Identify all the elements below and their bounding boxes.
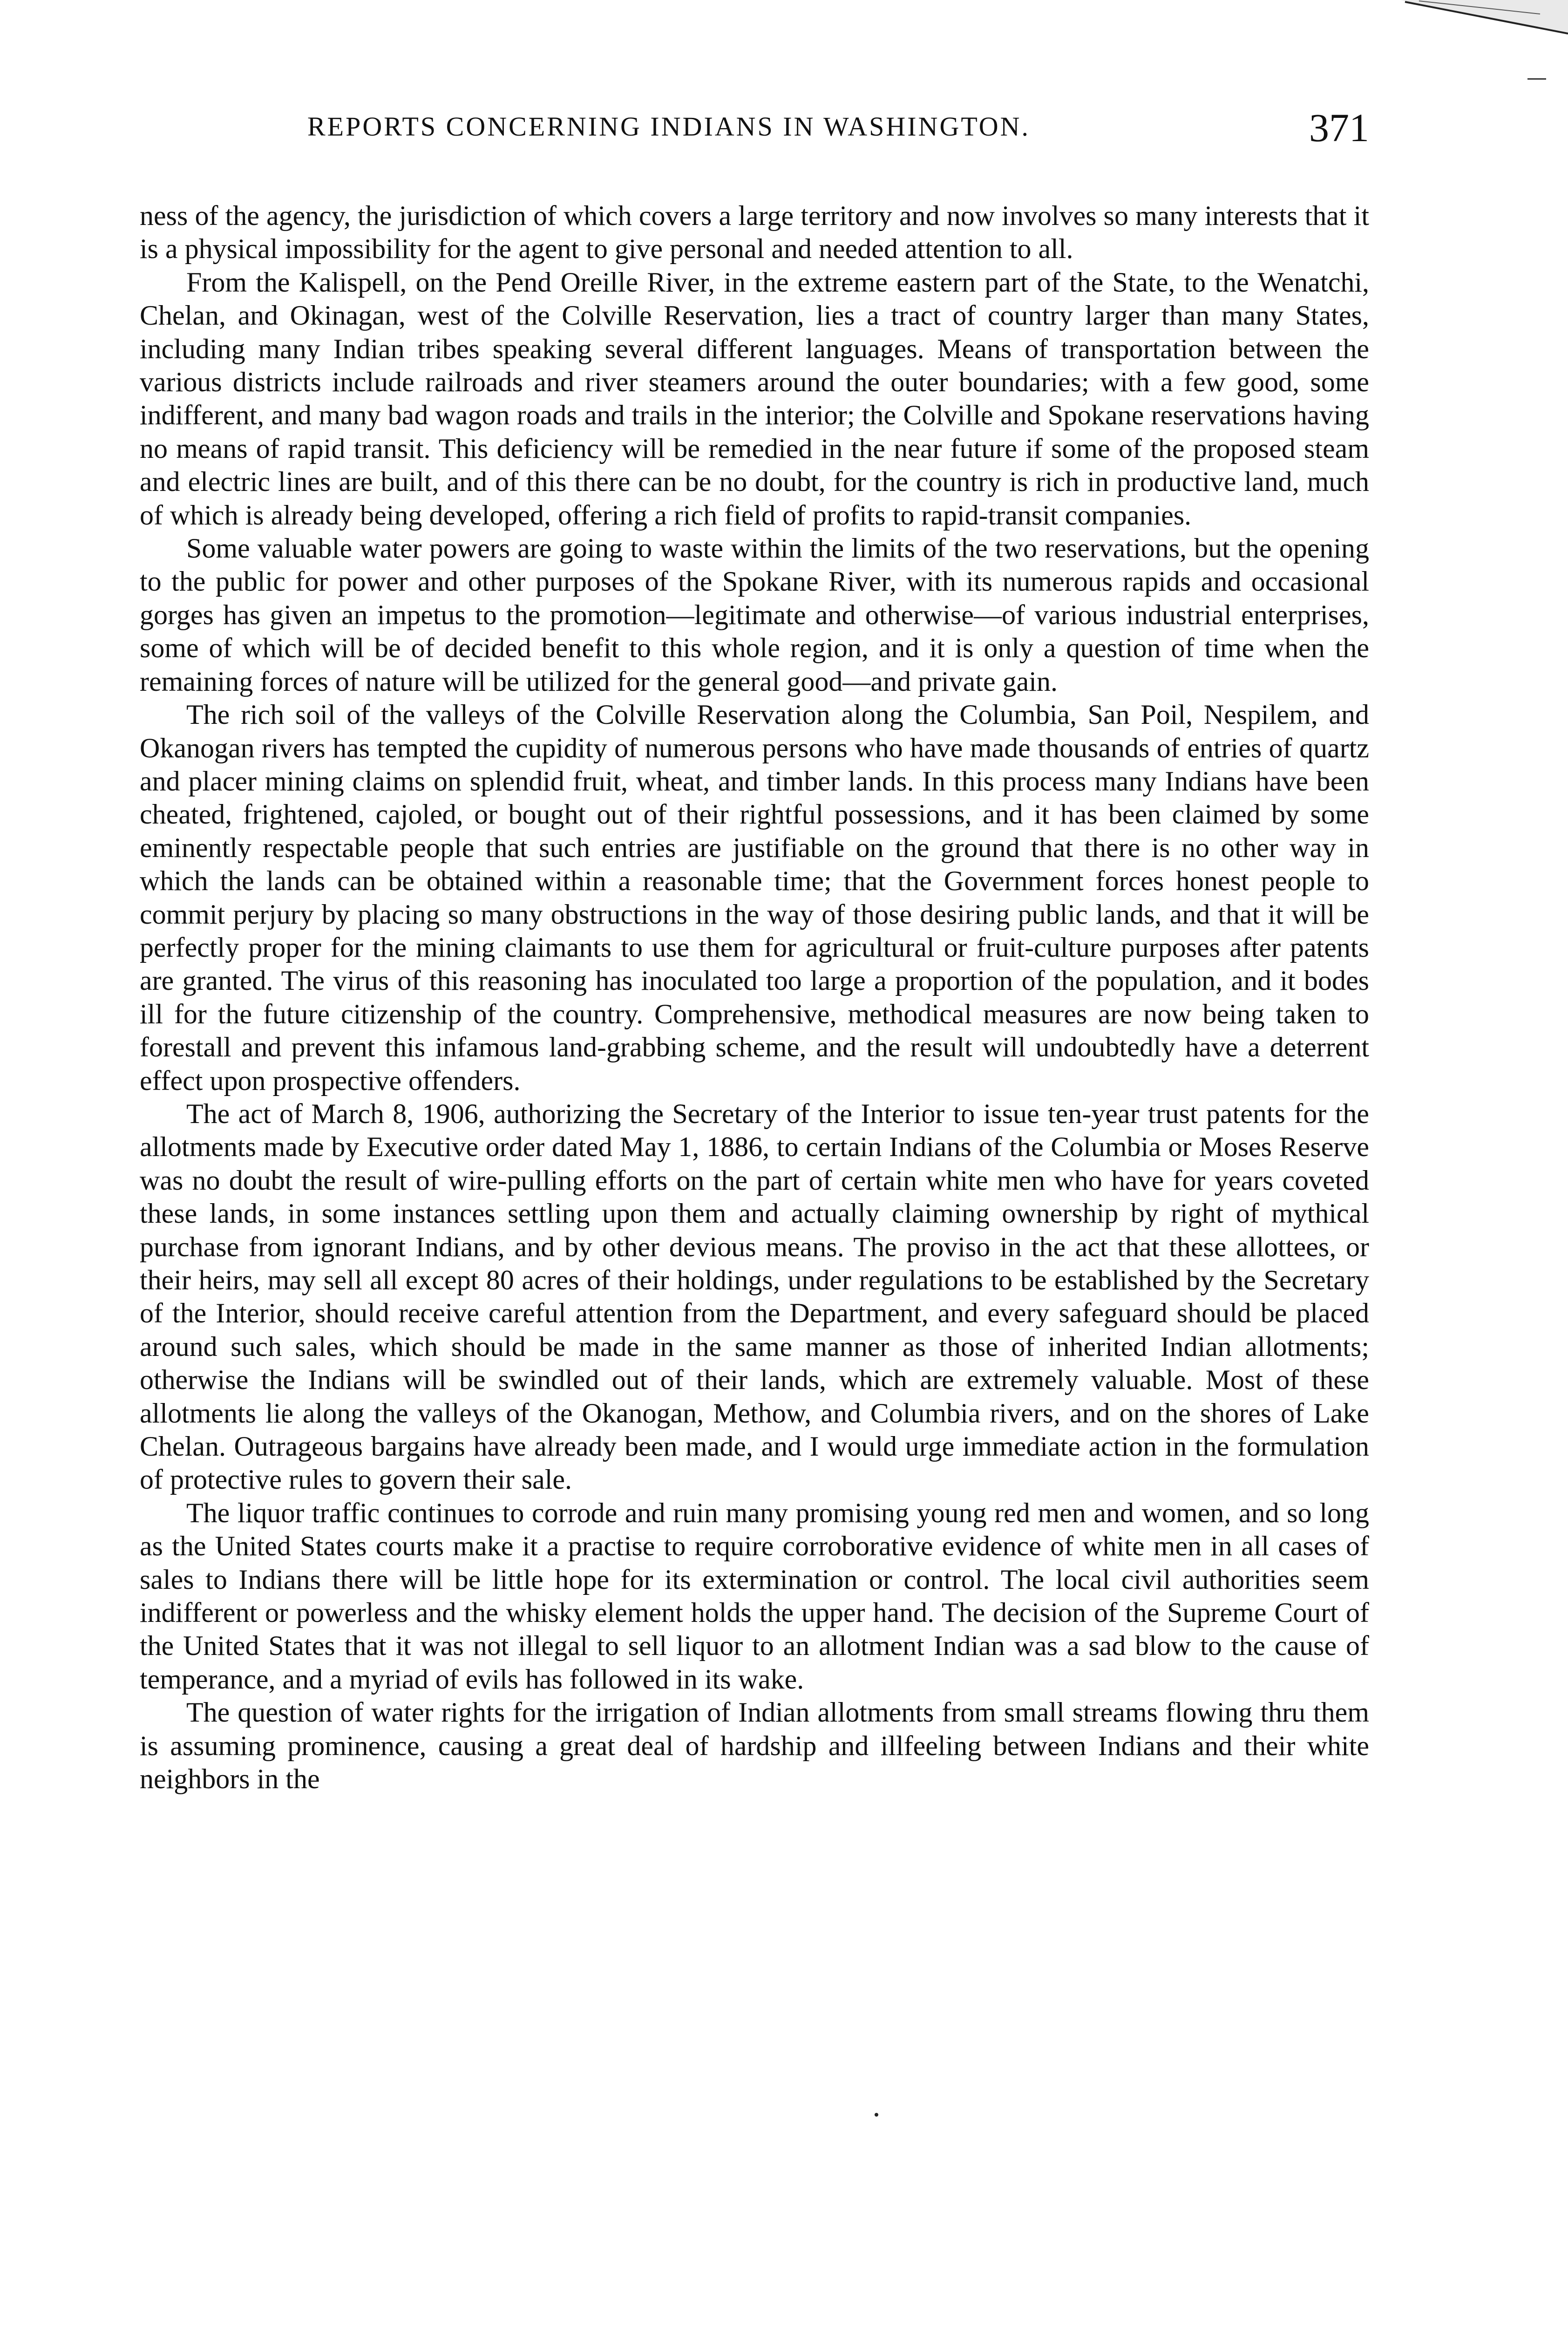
paragraph-water-powers: Some valuable water powers are going to waste within the limits of the two reservations, but the opening to the public for power and other purposes of the Spokane River, with its numerous rapids and occasional gorges has given an impetus to the promotion—legitimate and otherwise—of various industrial enterprises, some of which will be of decided benefit to this whole region, and it is only a question of time when the remaining forces of nature will be utilized for the general good—and private gain. <box>140 533 1369 697</box>
paragraph-act-of-1906: The act of March 8, 1906, authorizing the Secretary of the Interior to issue ten-year trust patents for the allotments made by Executive order dated May 1, 1886, to certain Indians of the Columbia or Moses Reserve was no doubt the result of wire-pulling efforts on the part of certain white men who have for years coveted these lands, in some instances settling upon them and actually claiming ownership by right of mythical purchase from ignorant Indians, and by other devious means. The proviso in the act that these allottees, or their heirs, may sell all except 80 acres of their holdings, under regulations to be established by the Secretary of the Interior, should receive careful attention from the Department, and every safeguard should be placed around such sales, which should be made in the same manner as those of inherited Indian allotments; otherwise the Indians will be swindled out of their lands, which are extremely valuable. Most of these allotments lie along the valleys of the Okanogan, Methow, and Columbia rivers, and on the shores of Lake Chelan. Outrageous bargains have already been made, and I would urge immediate action in the formulation of protective rules to govern their sale. <box>140 1098 1369 1495</box>
paragraph-liquor-traffic: The liquor traffic continues to corrode and ruin many promising young red men and women, and so long as the United States courts make it a practise to require corroborative evidence of white men in all cases of sales to Indians there will be little hope for its extermination or control. The local civil authorities seem indifferent or powerless and the whisky element holds the upper hand. The decision of the Supreme Court of the United States that it was not illegal to sell liquor to an allotment Indian was a sad blow to the cause of temperance, and a myriad of evils has followed in its wake. <box>140 1497 1369 1695</box>
running-head: REPORTS CONCERNING INDIANS IN WASHINGTON. <box>307 111 1031 142</box>
scan-speck <box>875 2113 878 2117</box>
page-number: 371 <box>1309 105 1369 150</box>
paragraph-land-claims: The rich soil of the valleys of the Colville Reservation along the Columbia, San Poil, Nespilem, and Okanogan rivers has tempted the cupidity of numerous persons who have made thousands of entries of quartz and placer mining claims on splendid fruit, wheat, and timber lands. In this process many Indians have been cheated, frightened, cajoled, or bought out of their rightful possessions, and it has been claimed by some eminently respectable people that such entries are justifiable on the ground that there is no other way in which the lands can be obtained within a reasonable time; that the Government forces honest people to commit perjury by placing so many obstructions in the way of those desiring public lands, and that it will be perfectly proper for the mining claimants to use them for agricultural or fruit-culture purposes after patents are granted. The virus of this reasoning has inoculated too large a proportion of the population, and it bodes ill for the future citizenship of the country. Comprehensive, methodical measures are now being taken to forestall and prevent this infamous land-grabbing scheme, and the result will undoubtedly have a deterrent effect upon prospective offenders. <box>140 699 1369 1096</box>
paragraph-continued: ness of the agency, the jurisdiction of which covers a large territory and now involves so many interests that it is a physical impossibility for the agent to give personal and needed attention to all. <box>140 200 1369 265</box>
paragraph-water-rights: The question of water rights for the irrigation of Indian allotments from small streams flowing thru them is assuming prominence, causing a great deal of hardship and illfeeling between Indians and their white neighbors in the <box>140 1697 1369 1795</box>
scan-edge-mark <box>1527 78 1546 80</box>
page-header <box>140 104 1369 160</box>
body-text <box>140 199 1369 1796</box>
paragraph-kalispell-region: From the Kalispell, on the Pend Oreille River, in the extreme eastern part of the State, to the Wenatchi, Chelan, and Okinagan, west of the Colville Reservation, lies a tract of country larger than many States, including many Indian tribes speaking several different languages. Means of transportation between the various districts include railroads and river steamers around the outer boundaries; with a few good, some indifferent, and many bad wagon roads and trails in the interior; the Colville and Spokane reservations having no means of rapid transit. This deficiency will be remedied in the near future if some of the proposed steam and electric lines are built, and of this there can be no doubt, for the country is rich in productive land, much of which is already being developed, offering a rich field of profits to rapid-transit companies. <box>140 266 1369 531</box>
scan-corner-fold <box>1400 0 1568 51</box>
